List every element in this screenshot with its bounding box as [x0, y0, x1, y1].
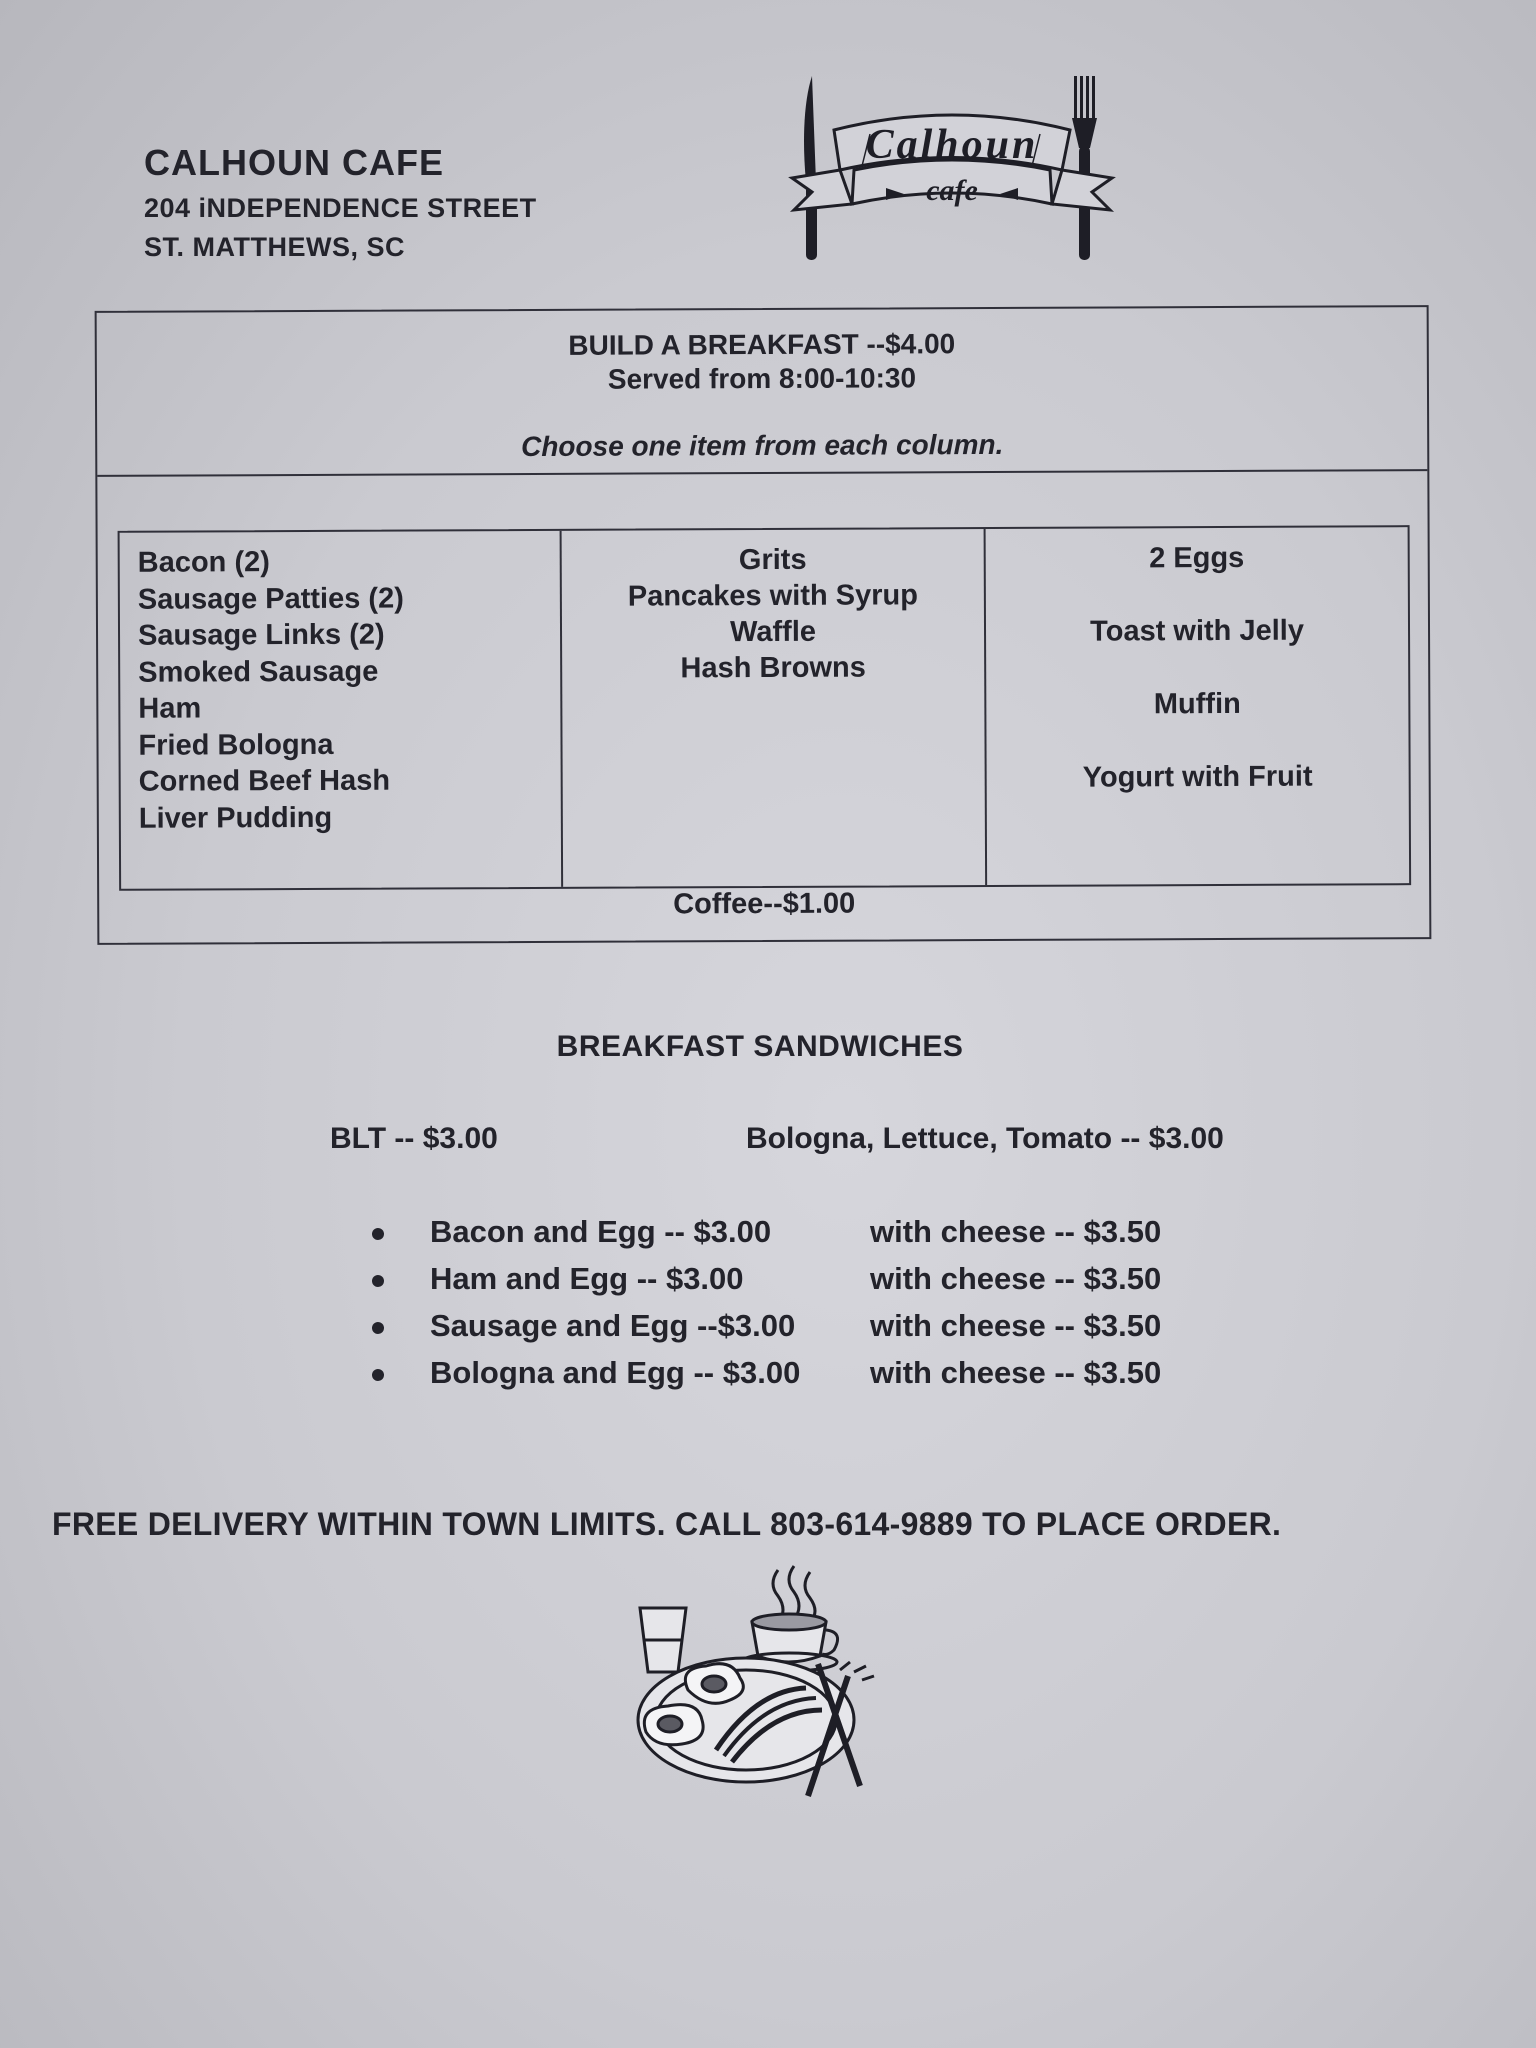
list-item: Hash Browns — [680, 651, 866, 685]
list-item: Liver Pudding — [138, 801, 333, 835]
logo-title: Calhoun — [865, 122, 1039, 168]
list-item: Fried Bologna — [138, 728, 334, 762]
serving-hours: Served from 8:00-10:30 — [607, 362, 917, 395]
list-item: Yogurt with Fruit — [1082, 760, 1313, 794]
bologna-lettuce-tomato-item: Bologna, Lettuce, Tomato -- $3.00 — [746, 1122, 1224, 1155]
list-item: Corned Beef Hash — [138, 764, 391, 798]
sandwich-cheese-price: with cheese -- $3.50 — [870, 1355, 1162, 1390]
address-block — [144, 142, 537, 273]
list-item: Muffin — [1153, 687, 1241, 721]
side-column — [560, 529, 986, 887]
bullet-icon — [372, 1275, 384, 1287]
sandwich-cheese-price: with cheese -- $3.50 — [870, 1214, 1162, 1249]
sandwich-name: Bacon and Egg -- $3.00 — [430, 1214, 772, 1249]
coffee-price: Coffee--$1.00 — [673, 887, 856, 921]
list-item: 2 Eggs — [1149, 541, 1245, 575]
list-item: Sausage Patties (2) — [137, 582, 404, 616]
list-item: Toast with Jelly — [1090, 614, 1304, 648]
sandwich-name: Ham and Egg -- $3.00 — [430, 1261, 744, 1296]
bullet-icon — [372, 1228, 384, 1240]
sandwich-name: Sausage and Egg --$3.00 — [430, 1308, 796, 1343]
list-item: Pancakes with Syrup — [627, 579, 919, 613]
bullet-icon — [372, 1369, 384, 1381]
list-item: Smoked Sausage — [138, 655, 379, 689]
fork-icon — [1072, 76, 1097, 260]
city-address: ST. MATTHEWS, SC — [144, 232, 405, 262]
sandwich-cheese-price: with cheese -- $3.50 — [870, 1308, 1162, 1343]
meat-column — [120, 531, 562, 889]
build-a-breakfast-box — [95, 305, 1432, 945]
blt-item: BLT -- $3.00 — [330, 1122, 498, 1155]
extra-column — [984, 527, 1410, 885]
breakfast-plate-icon — [628, 1560, 908, 1810]
street-address: 204 iNDEPENDENCE STREET — [144, 193, 537, 223]
cafe-logo — [782, 70, 1122, 280]
build-a-breakfast-title: BUILD A BREAKFAST --$4.00 — [568, 328, 956, 361]
sandwich-cheese-price: with cheese -- $3.50 — [870, 1261, 1162, 1296]
list-item: Bacon (2) — [137, 546, 270, 579]
choose-instruction: Choose one item from each column. — [520, 428, 1004, 463]
list-item: Grits — [738, 543, 807, 577]
breakfast-columns — [118, 525, 1412, 891]
sandwiches-title: BREAKFAST SANDWICHES — [556, 1030, 964, 1063]
bullet-icon — [372, 1322, 384, 1334]
build-a-breakfast-header — [97, 307, 1428, 477]
sandwich-name: Bologna and Egg -- $3.00 — [430, 1355, 801, 1390]
knife-icon — [804, 76, 817, 260]
list-item: Sausage Links (2) — [137, 618, 385, 652]
delivery-notice: FREE DELIVERY WITHIN TOWN LIMITS. CALL 803-614-9889 TO PLACE ORDER. — [52, 1506, 1282, 1542]
logo-subtitle: cafe — [926, 174, 978, 207]
cafe-name: CALHOUN CAFE — [144, 142, 444, 183]
list-item: Waffle — [729, 615, 817, 649]
list-item: Ham — [138, 692, 202, 725]
